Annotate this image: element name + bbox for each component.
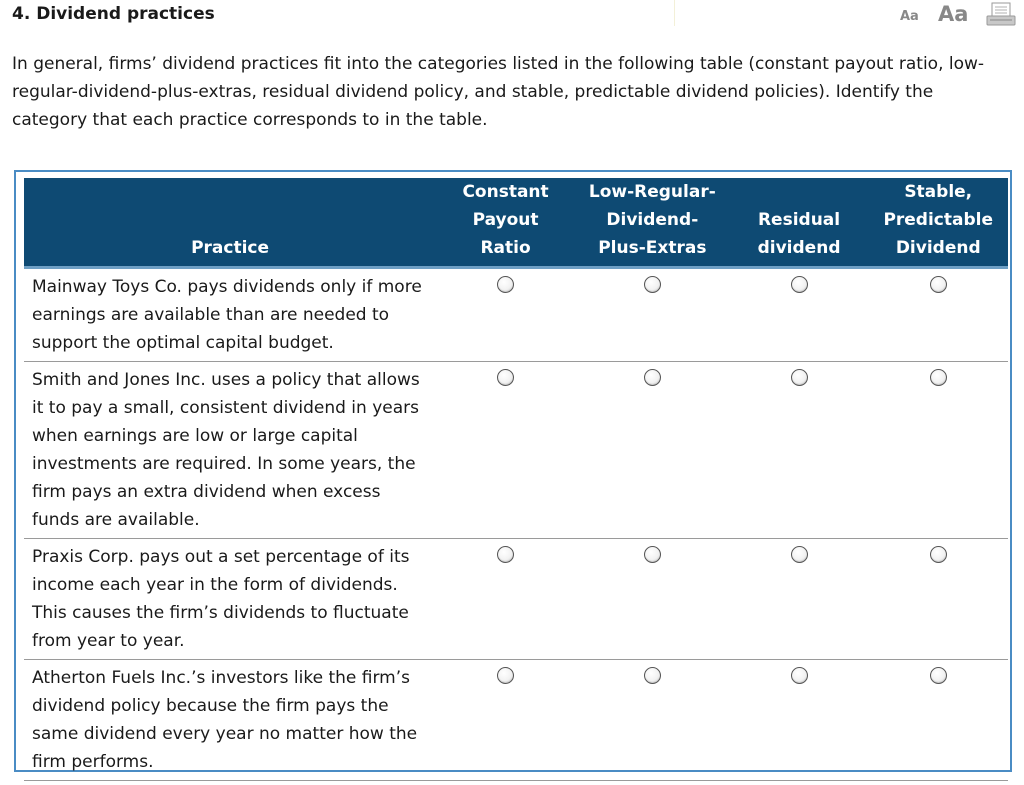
option-cell [868,362,1008,539]
header-option-3: Residual dividend [730,178,869,268]
print-icon[interactable] [986,2,1016,26]
radio-button[interactable] [497,667,514,684]
practice-description: Praxis Corp. pays out a set percentage of its income each year in the form of dividends. This causes the firm’s dividends to fluctuate from year to year. [24,539,436,660]
option-cell [730,660,869,781]
table-row [24,539,1008,660]
option-cell [575,268,730,362]
radio-button[interactable] [930,667,947,684]
option-cell [575,362,730,539]
table-row [24,362,1008,539]
option-cell [730,268,869,362]
table-row [24,268,1008,362]
table-body [24,268,1008,781]
intro-paragraph: In general, firms’ dividend practices fit into the categories listed in the following table (constant payout ratio, low-regular-dividend-plus-extras, residual dividend policy, and stable, predictable dividend policies). Identify the category that each practice corresponds to in the table. [12,54,985,130]
header-bar [0,0,1024,32]
header-option-2: Low-Regular- Dividend- Plus-Extras [575,178,730,268]
divider [674,0,675,26]
table-frame [14,170,1012,772]
header-practice: Practice [24,178,436,268]
practice-description: Mainway Toys Co. pays dividends only if more earnings are available than are needed to support the optimal capital budget. [24,268,436,362]
radio-button[interactable] [930,369,947,386]
option-cell [436,660,575,781]
radio-button[interactable] [791,276,808,293]
radio-button[interactable] [791,546,808,563]
header-option-1: Constant Payout Ratio [436,178,575,268]
practice-description: Smith and Jones Inc. uses a policy that allows it to pay a small, consistent dividend in years when earnings are low or large capital investments are required. In some years, the firm pays an extra dividend when excess funds are available. [24,362,436,539]
page-title: 4. Dividend practices [12,4,215,24]
option-cell [436,362,575,539]
option-cell [868,539,1008,660]
radio-button[interactable] [791,667,808,684]
option-cell [575,660,730,781]
font-size-large-button[interactable]: Aa [938,2,969,26]
radio-button[interactable] [930,276,947,293]
radio-button[interactable] [644,546,661,563]
radio-button[interactable] [930,546,947,563]
radio-button[interactable] [644,667,661,684]
radio-button[interactable] [497,276,514,293]
option-cell [575,539,730,660]
practices-table [24,178,1008,781]
option-cell [868,660,1008,781]
option-cell [730,539,869,660]
table-header-row [24,178,1008,268]
practice-description: Atherton Fuels Inc.’s investors like the firm’s dividend policy because the firm pays the same dividend every year no matter how the firm performs. [24,660,436,781]
option-cell [436,268,575,362]
option-cell [868,268,1008,362]
option-cell [436,539,575,660]
radio-button[interactable] [497,546,514,563]
radio-button[interactable] [497,369,514,386]
option-cell [730,362,869,539]
radio-button[interactable] [644,369,661,386]
font-size-small-button[interactable]: Aa [900,9,919,24]
radio-button[interactable] [644,276,661,293]
header-option-4: Stable, Predictable Dividend [868,178,1008,268]
table-row [24,660,1008,781]
radio-button[interactable] [791,369,808,386]
